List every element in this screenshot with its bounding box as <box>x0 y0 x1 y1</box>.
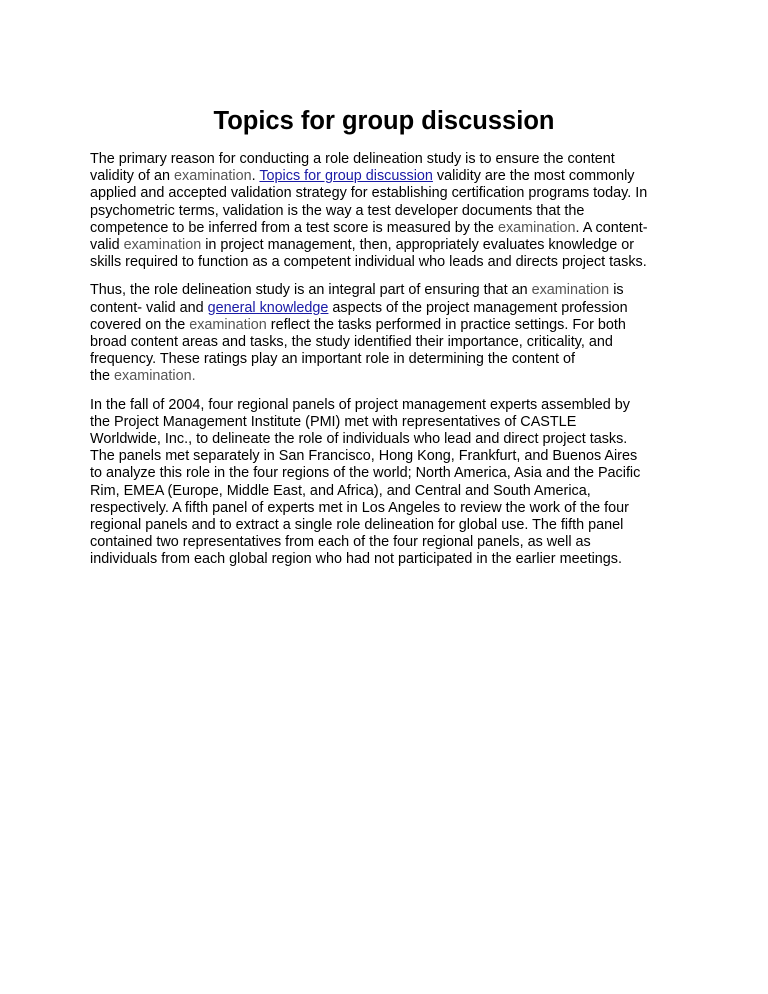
text-span: to analyze this role in the four regions of the world; North America, Asia and the Pacific <box>90 465 641 482</box>
text-span: competence to be inferred from a test score is measured by the <box>90 219 498 236</box>
text-span: The primary reason for conducting a role delineation study is to ensure the content <box>90 151 615 167</box>
text-span: validity of an <box>90 168 174 185</box>
keyword-text: examination. <box>114 368 196 385</box>
text-line <box>90 168 700 185</box>
text-line <box>90 203 700 220</box>
text-span: Worldwide, Inc., to delineate the role of individuals who lead and direct project tasks. <box>90 431 628 448</box>
text-line <box>90 368 700 385</box>
text-line <box>90 282 700 299</box>
text-line <box>90 431 700 448</box>
text-span: valid <box>90 237 124 254</box>
text-span: respectively. A fifth panel of experts met in Los Angeles to review the work of the four <box>90 499 629 516</box>
text-span: the <box>90 368 115 385</box>
text-line <box>90 448 700 465</box>
keyword-text: examination <box>123 237 202 254</box>
text-span: . <box>251 168 260 185</box>
text-span: applied and accepted validation strategy for establishing certification programs today. In <box>90 185 648 202</box>
text-span: is <box>609 282 624 299</box>
text-span: Rim, EMEA (Europe, Middle East, and Africa), and Central and South America, <box>90 482 591 499</box>
text-span: aspects of the project management profession <box>328 299 628 316</box>
text-line <box>90 517 700 534</box>
text-line <box>90 334 700 351</box>
text-line <box>90 185 700 202</box>
text-span: frequency. These ratings play an important role in determining the content of <box>90 351 576 368</box>
text-span: covered on the <box>90 316 190 333</box>
text-line <box>90 351 700 368</box>
hyperlink[interactable]: Topics for group discussion <box>259 168 433 185</box>
text-span: Thus, the role delineation study is an integral part of ensuring that an <box>90 282 532 299</box>
text-span: in project management, then, appropriately evaluates knowledge or <box>201 237 634 254</box>
keyword-text: examination <box>174 168 252 185</box>
text-span: validity are the most commonly <box>432 168 635 185</box>
paragraph-2 <box>90 282 700 385</box>
text-line <box>90 534 700 551</box>
text-line <box>90 220 700 237</box>
text-line <box>90 414 700 431</box>
text-line <box>90 300 700 317</box>
text-line <box>90 254 700 271</box>
text-line <box>90 151 700 168</box>
text-line <box>90 551 700 568</box>
text-span: In the fall of 2004, four regional panels of project management experts assembled by <box>90 396 630 413</box>
keyword-text: examination <box>189 316 267 333</box>
text-span: . A content- <box>575 219 648 236</box>
keyword-text: examination <box>497 219 576 236</box>
document-body <box>90 151 700 580</box>
text-span: psychometric terms, validation is the way a test developer documents that the <box>90 202 585 219</box>
text-line <box>90 237 700 254</box>
text-line <box>90 500 700 517</box>
text-line <box>90 397 700 414</box>
text-line <box>90 317 700 334</box>
text-span: individuals from each global region who had not participated in the earlier meetings. <box>90 551 622 568</box>
text-line <box>90 465 700 482</box>
hyperlink[interactable]: general knowledge <box>207 299 329 316</box>
text-span: The panels met separately in San Francisco, Hong Kong, Frankfurt, and Buenos Aires <box>90 448 638 465</box>
text-span: regional panels and to extract a single role delineation for global use. The fifth panel <box>90 517 624 534</box>
text-span: contained two representatives from each of the four regional panels, as well as <box>90 534 591 551</box>
text-span: content- valid and <box>90 299 208 316</box>
paragraph-3 <box>90 397 700 569</box>
text-line <box>90 483 700 500</box>
text-span: reflect the tasks performed in practice settings. For both <box>266 316 626 333</box>
text-span: skills required to function as a competent individual who leads and directs project tasks. <box>90 254 647 271</box>
paragraph-1 <box>90 151 700 271</box>
text-span: the Project Management Institute (PMI) met with representatives of CASTLE <box>90 413 577 430</box>
page-title: Topics for group discussion <box>213 107 555 135</box>
keyword-text: examination <box>531 282 610 299</box>
text-span: broad content areas and tasks, the study identified their importance, criticality, and <box>90 334 613 351</box>
